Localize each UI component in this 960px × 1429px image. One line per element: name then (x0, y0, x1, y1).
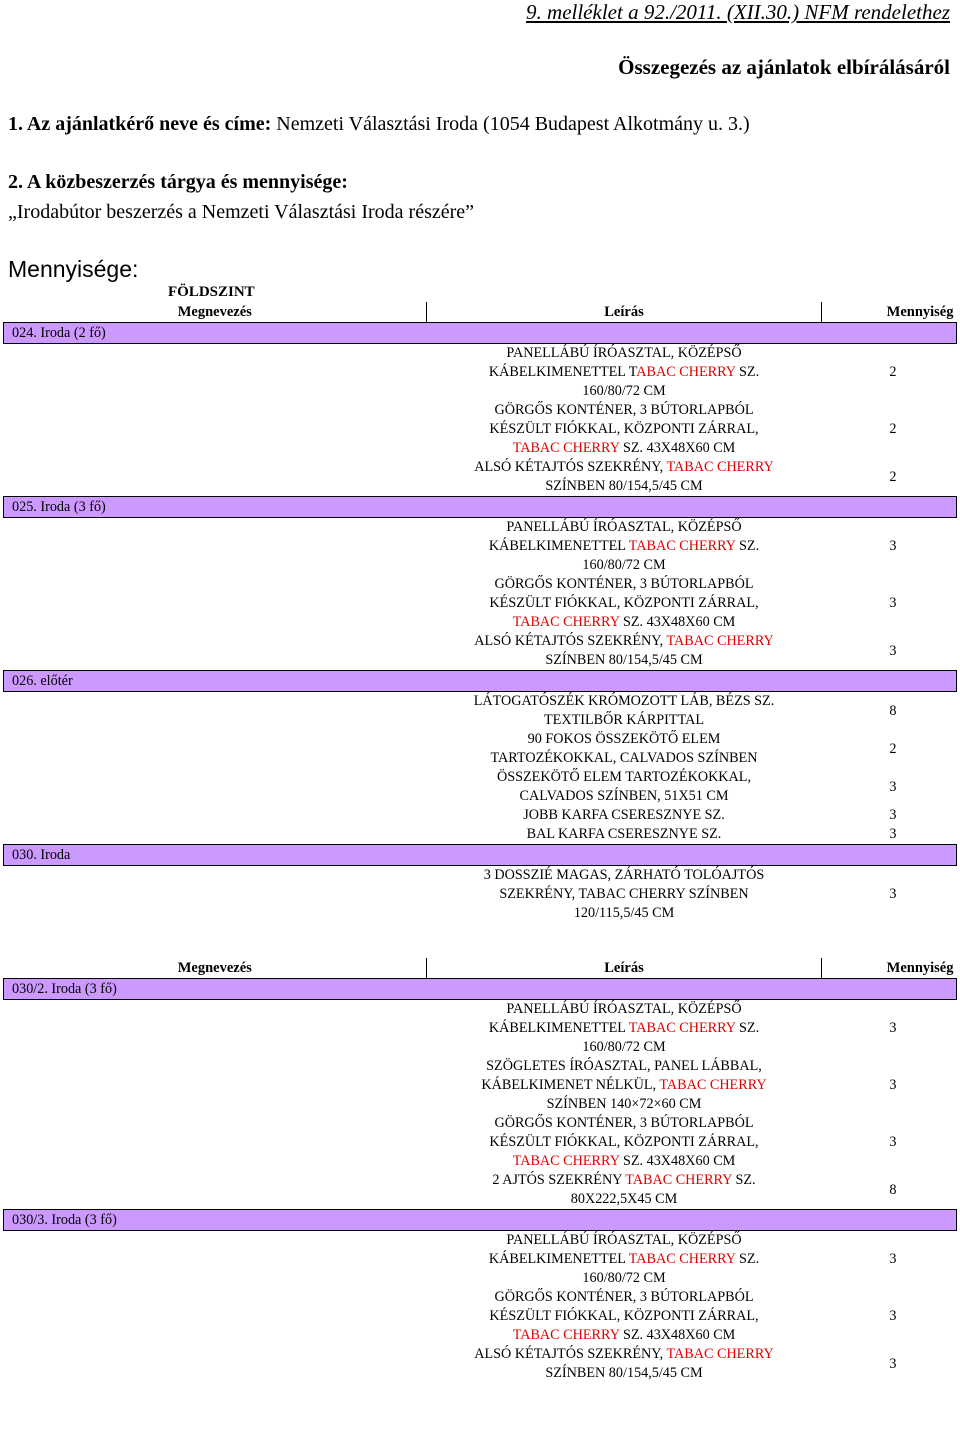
item-quantity: 3 (889, 1020, 897, 1036)
item-name-cell (4, 458, 427, 497)
item-name-cell (4, 518, 427, 576)
column-header-description: Leírás (427, 958, 822, 979)
description-text: 80X222,5X45 CM (570, 1191, 678, 1207)
table-body (4, 302, 957, 923)
item-row (4, 401, 957, 458)
item-quantity: 3 (889, 538, 897, 554)
description-text: SZ. 43X48X60 CM (619, 440, 736, 456)
description-text: GÖRGŐS KONTÉNER, 3 BÚTORLAPBÓL (494, 1289, 754, 1305)
item-description (427, 1171, 822, 1210)
description-text: KÁBELKIMENETTEL (488, 1020, 629, 1036)
description-text: KÉSZÜLT FIÓKKAL, KÖZPONTI ZÁRRAL, (489, 1134, 759, 1150)
item-description (427, 401, 822, 458)
description-text: ALSÓ KÉTAJTÓS SZEKRÉNY, (474, 633, 667, 649)
item-quantity: 3 (889, 826, 897, 842)
description-text: 3 DOSSZIÉ MAGAS, ZÁRHATÓ TOLÓAJTÓS (483, 867, 765, 883)
item-quantity: 3 (889, 1077, 897, 1093)
color-name-highlight: TABAC CHERRY (666, 459, 774, 475)
item-quantity: 3 (889, 595, 897, 611)
item-row (4, 1231, 957, 1289)
room-header-row (4, 323, 957, 344)
description-text: SZÍNBEN 80/154,5/45 CM (545, 478, 703, 494)
item-quantity: 2 (889, 468, 897, 485)
item-name-cell (4, 1345, 427, 1383)
item-row (4, 1114, 957, 1171)
description-text: SZ. (735, 538, 760, 554)
room-name: 030/2. Iroda (3 fő) (4, 979, 957, 1000)
item-name-cell (4, 866, 427, 924)
item-name-cell (4, 1000, 427, 1058)
description-text: CALVADOS SZÍNBEN, 51X51 CM (519, 788, 729, 804)
description-text: SZÖGLETES ÍRÓASZTAL, PANEL LÁBBAL, (486, 1058, 762, 1074)
description-text: 2 AJTÓS SZEKRÉNY (492, 1172, 626, 1188)
quantity-label: Mennyisége: (8, 256, 139, 282)
item-quantity: 3 (889, 1251, 897, 1267)
item-row (4, 1000, 957, 1058)
item-quantity: 3 (889, 886, 897, 902)
description-text: KÁBELKIMENETTEL (488, 1251, 629, 1267)
color-name-highlight: TABAC CHERRY (666, 1346, 774, 1362)
description-text: SZ. 43X48X60 CM (619, 1327, 736, 1343)
color-name-highlight: TABAC CHERRY (512, 440, 620, 456)
description-text: SZ. (735, 1251, 760, 1267)
item-row (4, 692, 957, 731)
item-name-cell (4, 730, 427, 768)
room-name: 025. Iroda (3 fő) (4, 497, 957, 518)
item-description (427, 806, 822, 825)
item-row (4, 1288, 957, 1345)
column-header-name: Megnevezés (4, 302, 427, 323)
description-text: SZ. (731, 1172, 756, 1188)
item-name-cell (4, 825, 427, 845)
description-text: ALSÓ KÉTAJTÓS SZEKRÉNY, (474, 1346, 667, 1362)
column-header-quantity: Mennyiség (822, 302, 957, 323)
description-text: SZ. (735, 1020, 760, 1036)
item-quantity: 2 (889, 740, 897, 757)
description-text: TARTOZÉKOKKAL, CALVADOS SZÍNBEN (490, 750, 758, 766)
item-name-cell (4, 1114, 427, 1171)
room-header-row (4, 671, 957, 692)
description-text: KÁBELKIMENET NÉLKÜL, (481, 1077, 660, 1093)
item-description (427, 575, 822, 632)
description-text: SZÍNBEN 80/154,5/45 CM (545, 1365, 703, 1381)
description-text: ALSÓ KÉTAJTÓS SZEKRÉNY, (474, 459, 667, 475)
item-row (4, 344, 957, 402)
table-header-row (4, 958, 957, 979)
color-name-highlight: ABAC CHERRY (636, 364, 736, 380)
column-header-name: Megnevezés (4, 958, 427, 979)
description-text: KÁBELKIMENETTEL (488, 538, 629, 554)
item-quantity: 8 (889, 702, 897, 719)
room-name: 024. Iroda (2 fő) (4, 323, 957, 344)
description-text: SZ. 43X48X60 CM (619, 614, 736, 630)
item-quantity: 3 (889, 1308, 897, 1324)
item-quantity: 3 (889, 1134, 897, 1150)
description-text: GÖRGŐS KONTÉNER, 3 BÚTORLAPBÓL (494, 1115, 754, 1131)
item-description (427, 730, 822, 768)
description-text: KÉSZÜLT FIÓKKAL, KÖZPONTI ZÁRRAL, (489, 1308, 759, 1324)
item-quantity: 2 (889, 364, 897, 380)
item-description (427, 692, 822, 731)
room-header-row (4, 845, 957, 866)
description-text: 160/80/72 CM (582, 557, 666, 573)
description-text: GÖRGŐS KONTÉNER, 3 BÚTORLAPBÓL (494, 576, 754, 592)
section-1 (8, 113, 750, 136)
description-text: SZ. (735, 364, 760, 380)
room-name: 026. előtér (4, 671, 957, 692)
room-name: 030. Iroda (4, 845, 957, 866)
color-name-highlight: TABAC CHERRY (628, 538, 736, 554)
item-quantity: 8 (889, 1181, 897, 1198)
color-name-highlight: TABAC CHERRY (512, 1327, 620, 1343)
item-row (4, 575, 957, 632)
description-text: SZÍNBEN 140×72×60 CM (546, 1096, 702, 1112)
description-text: 120/115,5/45 CM (573, 905, 675, 921)
item-description (427, 632, 822, 671)
items-table-ground-floor (3, 302, 957, 923)
color-name-highlight: TABAC CHERRY (628, 1251, 736, 1267)
room-name: 030/3. Iroda (3 fő) (4, 1210, 957, 1231)
item-row (4, 866, 957, 924)
item-description (427, 825, 822, 845)
color-name-highlight: TABAC CHERRY (512, 614, 620, 630)
item-row (4, 632, 957, 671)
item-name-cell (4, 768, 427, 806)
item-row (4, 806, 957, 825)
item-description (427, 458, 822, 497)
description-text: PANELLÁBÚ ÍRÓASZTAL, KÖZÉPSŐ (506, 1001, 742, 1017)
item-row (4, 1057, 957, 1114)
color-name-highlight: TABAC CHERRY (659, 1077, 767, 1093)
description-text: KÁBELKIMENETTEL T (488, 364, 637, 380)
description-text: 90 FOKOS ÖSSZEKÖTŐ ELEM (527, 731, 721, 747)
description-text: PANELLÁBÚ ÍRÓASZTAL, KÖZÉPSŐ (506, 345, 742, 361)
description-text: KÉSZÜLT FIÓKKAL, KÖZPONTI ZÁRRAL, (489, 421, 759, 437)
item-description (427, 1114, 822, 1171)
item-description (427, 344, 822, 402)
room-header-row (4, 497, 957, 518)
item-description (427, 518, 822, 576)
description-text: BAL KARFA CSERESZNYE SZ. (526, 826, 722, 842)
item-name-cell (4, 806, 427, 825)
color-name-highlight: TABAC CHERRY (628, 1020, 736, 1036)
item-row (4, 458, 957, 497)
items-table-second (3, 958, 957, 1383)
item-row (4, 518, 957, 576)
item-row (4, 1345, 957, 1383)
item-description (427, 1057, 822, 1114)
description-text: PANELLÁBÚ ÍRÓASZTAL, KÖZÉPSŐ (506, 519, 742, 535)
description-text: 160/80/72 CM (582, 383, 666, 399)
item-name-cell (4, 344, 427, 402)
table-body (4, 958, 957, 1383)
item-row (4, 768, 957, 806)
item-quantity: 3 (889, 1355, 897, 1372)
description-text: KÉSZÜLT FIÓKKAL, KÖZPONTI ZÁRRAL, (489, 595, 759, 611)
item-description (427, 1345, 822, 1383)
floor-label: FÖLDSZINT (168, 284, 255, 300)
description-text: SZEKRÉNY, TABAC CHERRY SZÍNBEN (499, 886, 749, 902)
color-name-highlight: TABAC CHERRY (666, 633, 774, 649)
description-text: PANELLÁBÚ ÍRÓASZTAL, KÖZÉPSŐ (506, 1232, 742, 1248)
column-header-quantity: Mennyiség (822, 958, 957, 979)
item-description (427, 1231, 822, 1289)
item-name-cell (4, 632, 427, 671)
section-2-label: 2. A közbeszerzés tárgya és mennyisége: (8, 171, 348, 193)
description-text: 160/80/72 CM (582, 1270, 666, 1286)
section-1-value: Nemzeti Választási Iroda (1054 Budapest Alkotmány u. 3.) (271, 113, 750, 135)
item-description (427, 1288, 822, 1345)
item-row (4, 825, 957, 845)
description-text: LÁTOGATÓSZÉK KRÓMOZOTT LÁB, BÉZS SZ. (473, 693, 775, 709)
room-header-row (4, 1210, 957, 1231)
item-name-cell (4, 401, 427, 458)
item-quantity: 3 (889, 807, 897, 823)
room-header-row (4, 979, 957, 1000)
table-header-row (4, 302, 957, 323)
section-1-label: 1. Az ajánlatkérő neve és címe: (8, 113, 272, 135)
description-text: GÖRGŐS KONTÉNER, 3 BÚTORLAPBÓL (494, 402, 754, 418)
item-name-cell (4, 692, 427, 731)
item-quantity: 3 (889, 778, 897, 795)
description-text: ÖSSZEKÖTŐ ELEM TARTOZÉKOKKAL, (496, 769, 752, 785)
description-text: SZ. 43X48X60 CM (619, 1153, 736, 1169)
item-name-cell (4, 1231, 427, 1289)
annex-reference: 9. melléklet a 92./2011. (XII.30.) NFM rendelethez (526, 0, 950, 24)
description-text: TEXTILBŐR KÁRPITTAL (543, 712, 705, 728)
procurement-subject: „Irodabútor beszerzés a Nemzeti Választási Iroda részére” (8, 201, 475, 223)
item-name-cell (4, 1171, 427, 1210)
item-row (4, 730, 957, 768)
description-text: JOBB KARFA CSERESZNYE SZ. (523, 807, 725, 823)
item-description (427, 1000, 822, 1058)
color-name-highlight: TABAC CHERRY (512, 1153, 620, 1169)
item-name-cell (4, 575, 427, 632)
item-quantity: 2 (889, 421, 897, 437)
item-description (427, 768, 822, 806)
item-quantity: 3 (889, 642, 897, 659)
description-text: SZÍNBEN 80/154,5/45 CM (545, 652, 703, 668)
document-title: Összegezés az ajánlatok elbírálásáról (618, 55, 950, 79)
item-name-cell (4, 1288, 427, 1345)
item-description (427, 866, 822, 924)
item-name-cell (4, 1057, 427, 1114)
description-text: 160/80/72 CM (582, 1039, 666, 1055)
column-header-description: Leírás (427, 302, 822, 323)
color-name-highlight: TABAC CHERRY (625, 1172, 732, 1188)
item-row (4, 1171, 957, 1210)
